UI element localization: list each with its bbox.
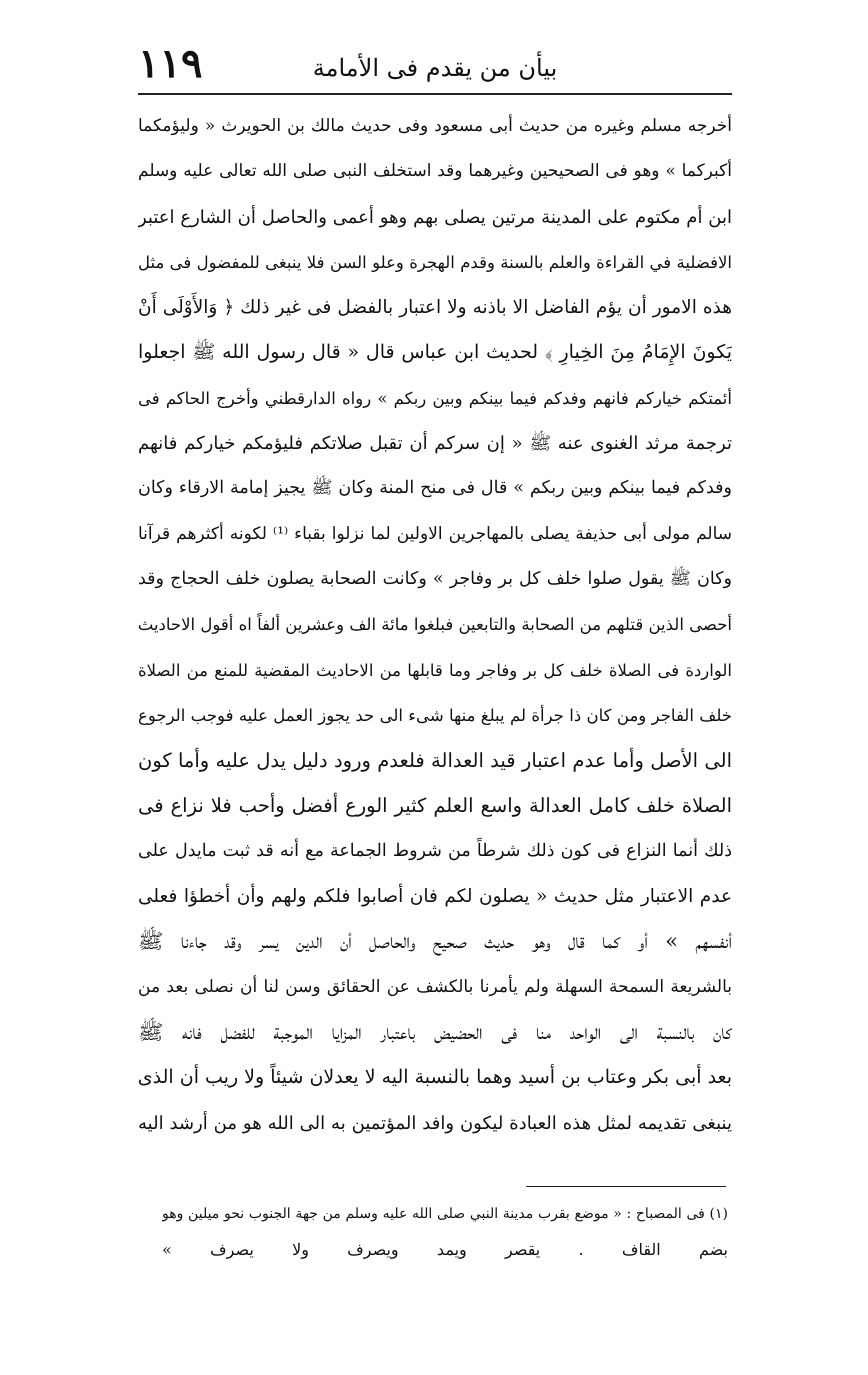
text-line: أخرجه مسلم وغيره من حديث أبى مسعود وفى حديث مالك بن الحويرث « وليؤمكما	[138, 116, 732, 136]
text-line: أنفسهم » أو كما قال وهو حديث صحيح والحاصل أن الدين يسر وقد جاءنا ﷺ	[138, 929, 732, 954]
text-line: الافضلية في القراءة والعلم بالسنة وقدم الهجرة وعلو السن فلا ينبغى للمفضول فى مثل	[138, 252, 732, 272]
text-line: وفدكم فيما بينكم وبين ربكم » قال فى منح المنة وكان ﷺ يجيز إمامة الارقاء وكان	[138, 478, 732, 499]
running-title: بيأن من يقدم فى الأمامة	[312, 54, 558, 82]
text-line: الصلاة خلف كامل العدالة واسع العلم كثير الورع أفضل وأحب فلا نزاع فى	[138, 794, 732, 818]
header-rule	[138, 93, 732, 95]
body-text	[138, 104, 732, 1146]
text-line: كان بالنسبة الى الواحد منا فى الحضيض باعتبار المزايا الموجبة للفضل فانه ﷺ	[138, 1019, 732, 1044]
page-header	[138, 40, 732, 88]
text-line: ذلك أنما النزاع فى كون ذلك شرطاً من شروط الجماعة مع أنه قد ثبت مايدل على	[138, 840, 732, 861]
text-line: الواردة فى الصلاة خلف كل بر وفاجر وما قابلها من الاحاديث المقضية للمنع من الصلاة	[138, 660, 732, 680]
text-line: خلف الفاجر ومن كان ذا جرأة لم يبلغ منها شىء الى حد يجوز العمل عليه فوجب الرجوع	[138, 705, 732, 725]
text-line: ابن أم مكتوم على المدينة مرتين يصلى بهم وهو أعمى والحاصل أن الشارع اعتبر	[138, 206, 732, 228]
text-line: الى الأصل وأما عدم اعتبار قيد العدالة فلعدم ورود دليل يدل عليه وأما كون	[138, 749, 732, 773]
footnote-line: (١) فى المصباح : « موضع بقرب مدينة النبي صلى الله عليه وسلم من جهة الجنوب نحو ميلين وهو	[162, 1206, 728, 1222]
text-line: وكان ﷺ يقول صلوا خلف كل بر وفاجر » وكانت الصحابة يصلون خلف الحجاج وقد	[138, 568, 732, 589]
text-line: أكبركما » وهو فى الصحيحين وغيرهما وقد استخلف النبى صلى الله تعالى عليه وسلم	[138, 161, 732, 182]
text-line: سالم مولى أبى حذيفة يصلى بالمهاجرين الاولين لما نزلوا بقباء ⁽¹⁾ لكونه أكثرهم قرآنا	[138, 523, 732, 544]
text-line: عدم الاعتبار مثل حديث « يصلون لكم فان أصابوا فلكم ولهم وأن أخطؤا فعلى	[138, 886, 732, 908]
footnote-line: بضم القاف . يقصر ويمد ويصرف ولا يصرف »	[162, 1240, 728, 1259]
footnotes	[162, 1196, 728, 1268]
text-line: بالشريعة السمحة السهلة ولم يأمرنا بالكشف عن الحقائق وسن لنا أن نصلى بعد من	[138, 976, 732, 997]
text-line: هذه الامور أن يؤم الفاضل الا باذنه ولا اعتبار بالفضل فى غير ذلك ﴿ وَالأَوْلَى أَنْ	[138, 297, 732, 319]
text-line: ينبغى تقديمه لمثل هذه العبادة ليكون وافد المؤتمين به الى الله هو من أرشد اليه	[138, 1112, 732, 1134]
text-line: يَكونَ الإِمَامُ مِنَ الخِيارِ ﴾ لحديث ابن عباس قال « قال رسول الله ﷺ اجعلوا	[138, 341, 732, 364]
page-number: ١١٩	[138, 40, 203, 87]
footnote-rule	[526, 1186, 726, 1187]
text-line: أحصى الذين قتلهم من الصحابة والتابعين فبلغوا مائة الف وعشرين ألفاً اه أقول الاحاديث	[138, 615, 732, 635]
text-line: أئمتكم خياركم فانهم وفدكم فيما بينكم وبين ربكم » رواه الدارقطني وأخرج الحاكم فى	[138, 388, 732, 408]
text-line: بعد أبى بكر وعتاب بن أسيد وهما بالنسبة اليه لا يعدلان شيئاً ولا ريب أن الذى	[138, 1066, 732, 1089]
text-line: ترجمة مرثد الغنوى عنه ﷺ « إن سركم أن تقبل صلاتكم فليؤمكم خياركم فانهم	[138, 433, 732, 455]
